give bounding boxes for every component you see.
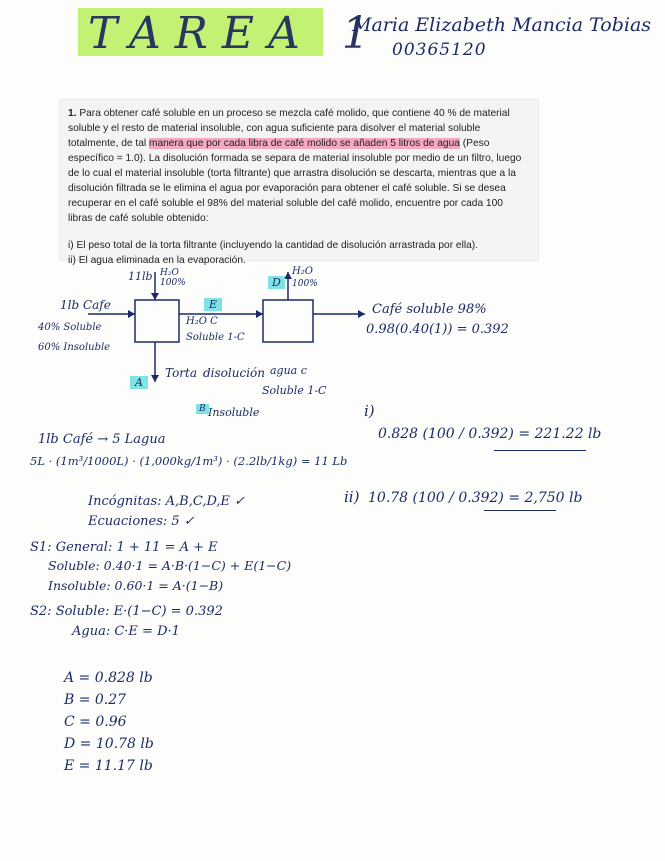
s1-soluble: Soluble: 0.40·1 = A·B·(1−C) + E(1−C) — [48, 558, 292, 573]
agua-c-label: agua c — [270, 364, 307, 377]
stream-d-arrowhead — [284, 272, 292, 279]
result-b: B = 0.27 — [64, 692, 127, 708]
result-e: E = 11.17 lb — [64, 758, 153, 774]
torta-label: Torta — [165, 366, 198, 380]
work-line-1: 1lb Café → 5 Lagua — [38, 432, 166, 447]
stream-e-soluble: Soluble 1-C — [186, 332, 245, 343]
work-conversion: 5L · (1m³/1000L) · (1,000kg/1m³) · (2.2lb/1kg) = 11 Lb — [30, 454, 348, 468]
problem-paragraph — [68, 106, 530, 226]
insoluble-label: Insoluble — [208, 406, 260, 419]
feed-water-mass: 11lb — [128, 270, 153, 283]
author-name: Maria Elizabeth Mancia Tobias — [352, 14, 652, 36]
product-label: Café soluble 98% — [372, 302, 487, 317]
answer-i-underline — [494, 450, 586, 451]
answer-i: 0.828 (100 / 0.392) = 221.22 lb — [378, 426, 602, 442]
product-equation: 0.98(0.40(1)) = 0.392 — [366, 322, 509, 337]
result-c: C = 0.96 — [64, 714, 127, 730]
result-a: A = 0.828 lb — [64, 670, 153, 686]
s1-insoluble: Insoluble: 0.60·1 = A·(1−B) — [48, 578, 224, 593]
b-label: B — [196, 404, 209, 414]
question-ii: ii) El agua eliminada en la evaporación. — [68, 255, 246, 266]
feed-soluble: 40% Soluble — [38, 322, 102, 333]
feed-insoluble: 60% Insoluble — [38, 342, 111, 353]
feed-arrowhead — [128, 310, 135, 318]
answer-i-label: i) — [364, 402, 375, 420]
s2-soluble: S2: Soluble: E·(1−C) = 0.392 — [30, 604, 223, 619]
problem-highlight: manera que por cada libra de café molido se añaden 5 litros de agua — [148, 138, 460, 149]
work-incognitas: Incógnitas: A,B,C,D,E ✓ — [88, 494, 246, 509]
stream-a-label: A — [130, 376, 148, 389]
soluble-1c-label: Soluble 1-C — [262, 384, 327, 397]
evaporator-box — [263, 300, 313, 342]
water-arrowhead — [151, 293, 159, 300]
question-i: i) El peso total de la torta filtrante (incluyendo la cantidad de disolución arrastrada por ella). — [68, 240, 478, 251]
answer-ii-underline — [484, 510, 556, 511]
student-id: 00365120 — [392, 40, 487, 60]
product-arrowhead — [358, 310, 365, 318]
feed-coffee: 1lb Cafe — [60, 298, 111, 312]
problem-number: 1. — [68, 108, 77, 119]
problem-text-after: (Peso específico = 1.0). La disolución formada se separa de material insoluble por medio de un filtro, luego de lo cual el material insoluble (torta filtrante) que arrastra disolución se descarta, mientras que a la disolución filtrada se le elimina el agua por evaporación para obtener el café soluble. Si se desea recuperar en el café soluble el 98% del material soluble del café molido, encuentre por cada 100 libras de café soluble obtenido: — [68, 138, 522, 224]
page-title: TAREA 1 — [88, 8, 384, 59]
answer-ii-label: ii) — [344, 488, 360, 506]
feed-water-comp: H₂O 100% — [160, 268, 186, 288]
s2-agua: Agua: C·E = D·1 — [72, 624, 180, 639]
stream-d-pct: 100% — [292, 279, 318, 289]
stream-e-water: H₂O C — [186, 316, 218, 327]
stream-d-label: D — [268, 276, 285, 289]
problem-statement — [60, 100, 538, 266]
answer-ii: 10.78 (100 / 0.392) = 2,750 lb — [368, 490, 583, 506]
stream-e-label: E — [204, 298, 222, 311]
result-d: D = 10.78 lb — [64, 736, 154, 752]
stream-a-arrowhead — [151, 375, 159, 382]
stream-d-water: H₂O — [292, 266, 313, 277]
work-ecuaciones: Ecuaciones: 5 ✓ — [88, 514, 195, 529]
stream-e-arrowhead — [256, 310, 263, 318]
problem-text-before: Para obtener café soluble en un proceso se mezcla café molido, que contiene 40 % de material soluble y el resto de material insoluble, con agua suficiente para disolver el material soluble totalmente, de tal — [68, 108, 510, 149]
mixer-box — [135, 300, 179, 342]
s1-general: S1: General: 1 + 11 = A + E — [30, 540, 218, 555]
disolucion-label: disolución — [203, 366, 265, 380]
